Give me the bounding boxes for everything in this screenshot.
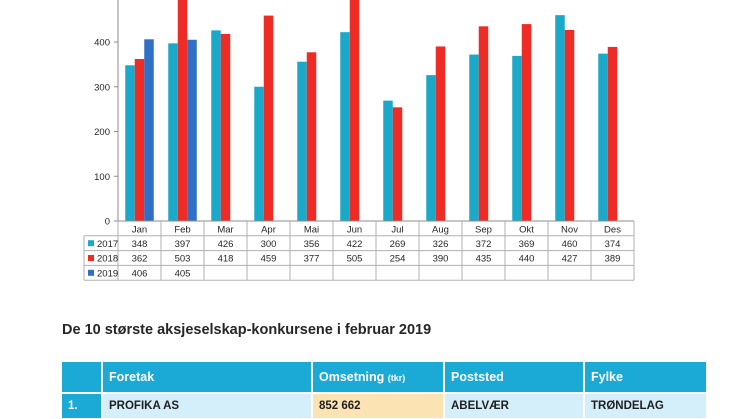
bar-2017-Nov bbox=[555, 15, 565, 221]
x-tick-label: Jul bbox=[391, 224, 404, 236]
data-label: 356 bbox=[303, 238, 320, 250]
x-tick-label: Mai bbox=[303, 224, 320, 236]
data-label: 405 bbox=[174, 268, 191, 280]
bar-2018-Jan bbox=[135, 59, 145, 221]
revenue-unit: (tkr) bbox=[387, 373, 406, 383]
data-label: 397 bbox=[174, 238, 191, 250]
bar-2018-Jul bbox=[393, 107, 403, 221]
x-tick-label: Feb bbox=[174, 224, 191, 236]
bar-2017-Des bbox=[598, 54, 608, 221]
data-label: 427 bbox=[561, 253, 578, 265]
x-tick-label: Apr bbox=[261, 224, 276, 236]
county-header: Fylke bbox=[585, 362, 708, 392]
x-tick-label: Sep bbox=[475, 224, 492, 236]
data-label: 269 bbox=[389, 238, 406, 250]
data-label: 377 bbox=[303, 253, 320, 265]
x-tick-label: Jun bbox=[346, 224, 363, 236]
x-tick-label: Okt bbox=[519, 224, 534, 236]
data-label: 326 bbox=[432, 238, 449, 250]
data-label: 418 bbox=[217, 253, 234, 265]
data-label: 503 bbox=[174, 253, 191, 265]
bar-2017-Sep bbox=[469, 55, 479, 221]
data-label: 505 bbox=[346, 253, 363, 265]
top-bankruptcies-table bbox=[62, 362, 708, 418]
data-label: 440 bbox=[518, 253, 535, 265]
bar-2018-Mai bbox=[307, 52, 317, 221]
bar-2018-Okt bbox=[522, 24, 532, 221]
x-tick-label: Nov bbox=[561, 224, 578, 236]
data-label: 369 bbox=[518, 238, 535, 250]
data-label: 460 bbox=[561, 238, 578, 250]
section-title: De 10 største aksjeselskap-konkursene i februar 2019 bbox=[62, 322, 432, 338]
y-tick-label: 300 bbox=[94, 82, 110, 94]
bar-2019-Feb bbox=[187, 40, 197, 221]
bar-2018-Des bbox=[608, 47, 618, 221]
bar-2017-Okt bbox=[512, 56, 522, 221]
y-tick-label: 100 bbox=[94, 171, 110, 183]
bar-2017-Mai bbox=[297, 62, 307, 221]
bar-2017-Jan bbox=[125, 65, 135, 221]
data-label: 390 bbox=[432, 253, 449, 265]
revenue-header: Omsetning (tkr) bbox=[313, 362, 445, 392]
data-label: 372 bbox=[475, 238, 492, 250]
legend-swatch-2017 bbox=[88, 240, 94, 246]
rank-header bbox=[62, 362, 103, 392]
bar-2018-Jun bbox=[350, 0, 360, 221]
y-tick-label: 400 bbox=[94, 37, 110, 49]
bar-2017-Feb bbox=[168, 43, 178, 221]
county-cell: TRØNDELAG bbox=[585, 392, 708, 418]
postplace-cell: ABELVÆR bbox=[445, 392, 585, 418]
x-tick-label: Jan bbox=[131, 224, 148, 236]
data-label: 348 bbox=[131, 238, 148, 250]
revenue-cell: 852 662 bbox=[313, 392, 445, 418]
x-tick-label: Mar bbox=[217, 224, 234, 236]
data-label: 362 bbox=[131, 253, 148, 265]
chart-data-table bbox=[84, 221, 634, 280]
bar-2018-Mar bbox=[221, 34, 231, 221]
company-cell: PROFIKA AS bbox=[103, 392, 313, 418]
data-label: 389 bbox=[604, 253, 621, 265]
data-label: 422 bbox=[346, 238, 363, 250]
bar-2017-Aug bbox=[426, 75, 436, 221]
legend-label-2017: 2017 bbox=[97, 238, 119, 250]
x-tick-label: Des bbox=[604, 224, 621, 236]
company-header: Foretak bbox=[103, 362, 313, 392]
bar-2017-Mar bbox=[211, 30, 221, 221]
rank-cell: 1. bbox=[62, 392, 103, 418]
data-label: 406 bbox=[131, 268, 148, 280]
legend-swatch-2018 bbox=[88, 255, 94, 261]
chart-gridlines bbox=[114, 42, 118, 221]
bar-2017-Jul bbox=[383, 101, 393, 221]
legend-label-2018: 2018 bbox=[97, 253, 119, 265]
postplace-header: Poststed bbox=[445, 362, 585, 392]
bar-2018-Apr bbox=[264, 16, 274, 221]
table-header-row bbox=[62, 362, 708, 392]
data-label: 426 bbox=[217, 238, 234, 250]
data-label: 300 bbox=[260, 238, 277, 250]
legend-swatch-2019 bbox=[88, 270, 94, 276]
y-axis-ticks bbox=[94, 38, 110, 228]
data-label: 459 bbox=[260, 253, 277, 265]
bar-2017-Apr bbox=[254, 87, 264, 221]
x-tick-label: Aug bbox=[432, 224, 449, 236]
y-tick-label: 200 bbox=[94, 127, 110, 138]
bar-2018-Aug bbox=[436, 46, 446, 221]
bar-2018-Sep bbox=[479, 26, 489, 221]
chart-bars bbox=[125, 0, 617, 221]
bar-2017-Jun bbox=[340, 32, 350, 221]
legend-label-2019: 2019 bbox=[97, 268, 119, 280]
bar-2018-Feb bbox=[178, 0, 188, 221]
data-label: 254 bbox=[389, 253, 406, 265]
bar-2019-Jan bbox=[144, 39, 154, 221]
y-tick-label: 0 bbox=[104, 216, 110, 228]
data-label: 374 bbox=[604, 238, 621, 250]
table-row bbox=[62, 392, 708, 418]
data-label: 435 bbox=[475, 253, 492, 265]
bar-2018-Nov bbox=[565, 30, 575, 221]
